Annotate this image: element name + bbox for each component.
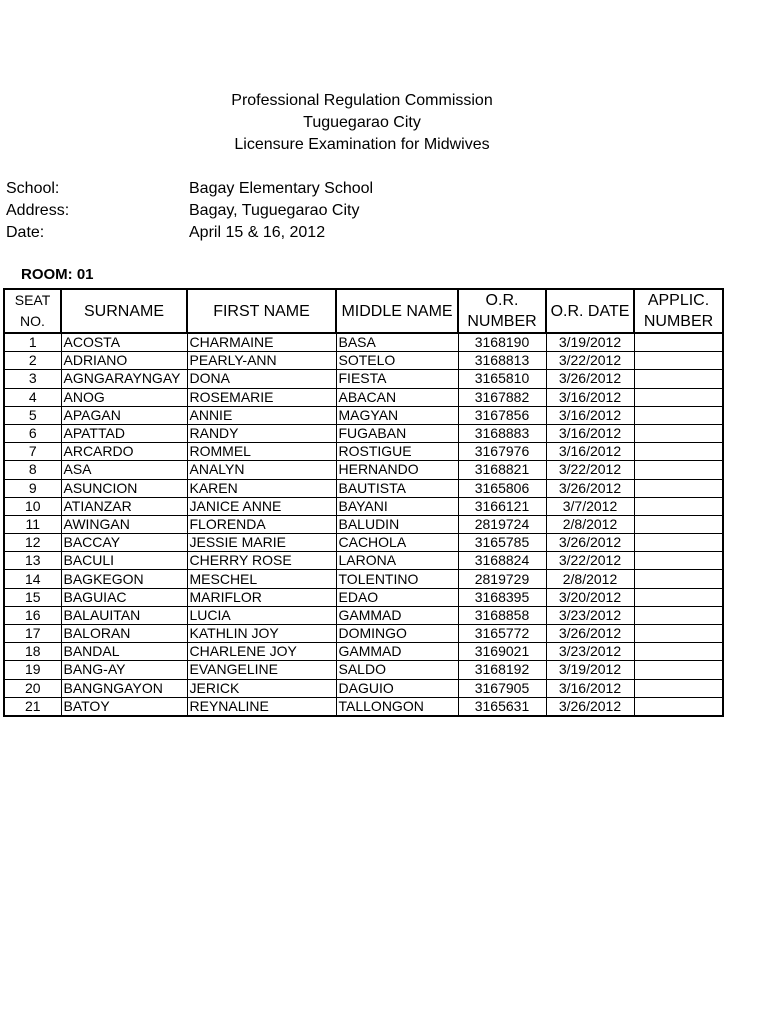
table-row: [4, 479, 723, 497]
column-header-applic-number: APPLIC. NUMBER: [634, 289, 723, 333]
middle-name-cell: ABACAN: [336, 388, 458, 406]
first-name-cell: KATHLIN JOY: [187, 625, 336, 643]
or-number-cell: 3168883: [458, 424, 546, 442]
middle-name-cell: SOTELO: [336, 352, 458, 370]
address-label: Address:: [6, 202, 70, 219]
or-date-cell: 3/22/2012: [546, 552, 634, 570]
table-row: [4, 370, 723, 388]
table-row: [4, 352, 723, 370]
surname-cell: BANGNGAYON: [61, 679, 187, 697]
or-number-cell: 3169021: [458, 643, 546, 661]
applic-number-cell: [634, 443, 723, 461]
applic-number-cell: [634, 479, 723, 497]
seat-no-cell: 21: [4, 697, 61, 716]
or-number-cell: 3165806: [458, 479, 546, 497]
seat-no-cell: 10: [4, 497, 61, 515]
first-name-cell: MESCHEL: [187, 570, 336, 588]
table-row: [4, 588, 723, 606]
table-row: [4, 333, 723, 352]
middle-name-cell: MAGYAN: [336, 406, 458, 424]
applic-number-cell: [634, 388, 723, 406]
surname-cell: BACCAY: [61, 534, 187, 552]
table-row: [4, 406, 723, 424]
or-date-cell: 3/26/2012: [546, 697, 634, 716]
seat-no-cell: 13: [4, 552, 61, 570]
or-number-cell: 3168821: [458, 461, 546, 479]
surname-cell: APAGAN: [61, 406, 187, 424]
or-number-cell: 3168395: [458, 588, 546, 606]
first-name-cell: ANNIE: [187, 406, 336, 424]
first-name-cell: CHARMAINE: [187, 333, 336, 352]
seat-no-cell: 6: [4, 424, 61, 442]
first-name-cell: ROSEMARIE: [187, 388, 336, 406]
middle-name-cell: BASA: [336, 333, 458, 352]
applic-number-cell: [634, 697, 723, 716]
surname-cell: ADRIANO: [61, 352, 187, 370]
seat-no-cell: 11: [4, 515, 61, 533]
applic-number-cell: [634, 606, 723, 624]
or-date-cell: 3/26/2012: [546, 370, 634, 388]
middle-name-cell: DOMINGO: [336, 625, 458, 643]
seat-no-cell: 8: [4, 461, 61, 479]
middle-name-cell: DAGUIO: [336, 679, 458, 697]
seat-no-cell: 5: [4, 406, 61, 424]
seat-no-cell: 3: [4, 370, 61, 388]
applic-number-cell: [634, 424, 723, 442]
date-value: April 15 & 16, 2012: [189, 224, 326, 241]
or-date-cell: 3/20/2012: [546, 588, 634, 606]
applic-number-cell: [634, 643, 723, 661]
or-number-cell: 3167905: [458, 679, 546, 697]
document-subtitle: Licensure Examination for Midwives: [234, 136, 490, 153]
seat-no-cell: 4: [4, 388, 61, 406]
address-value: Bagay, Tuguegarao City: [189, 202, 360, 219]
surname-cell: BACULI: [61, 552, 187, 570]
school-value: Bagay Elementary School: [189, 180, 374, 197]
applic-number-cell: [634, 352, 723, 370]
middle-name-cell: TALLONGON: [336, 697, 458, 716]
table-row: [4, 388, 723, 406]
surname-cell: BAGUIAC: [61, 588, 187, 606]
or-date-cell: 3/16/2012: [546, 388, 634, 406]
school-label: School:: [6, 180, 60, 197]
first-name-cell: JERICK: [187, 679, 336, 697]
document-city: Tuguegarao City: [303, 114, 421, 131]
table-row: [4, 461, 723, 479]
surname-cell: BATOY: [61, 697, 187, 716]
first-name-cell: EVANGELINE: [187, 661, 336, 679]
first-name-cell: CHARLENE JOY: [187, 643, 336, 661]
surname-cell: BANDAL: [61, 643, 187, 661]
table-row: [4, 679, 723, 697]
or-number-cell: 3168192: [458, 661, 546, 679]
table-row: [4, 625, 723, 643]
or-date-cell: 3/19/2012: [546, 661, 634, 679]
applic-number-cell: [634, 588, 723, 606]
first-name-cell: FLORENDA: [187, 515, 336, 533]
roster-table: [3, 288, 724, 717]
table-row: [4, 661, 723, 679]
table-row: [4, 443, 723, 461]
middle-name-cell: GAMMAD: [336, 606, 458, 624]
seat-no-cell: 1: [4, 333, 61, 352]
room-number: 01: [76, 266, 94, 283]
table-row: [4, 515, 723, 533]
seat-no-cell: 19: [4, 661, 61, 679]
first-name-cell: ROMMEL: [187, 443, 336, 461]
applic-number-cell: [634, 534, 723, 552]
column-header-surname: SURNAME: [61, 289, 187, 333]
surname-cell: AWINGAN: [61, 515, 187, 533]
or-number-cell: 3165810: [458, 370, 546, 388]
room-label: ROOM:: [21, 266, 73, 283]
first-name-cell: KAREN: [187, 479, 336, 497]
table-row: [4, 534, 723, 552]
or-number-cell: 3168190: [458, 333, 546, 352]
or-number-cell: 3168813: [458, 352, 546, 370]
surname-cell: AGNGARAYNGAY: [61, 370, 187, 388]
middle-name-cell: BAYANI: [336, 497, 458, 515]
or-number-cell: 2819724: [458, 515, 546, 533]
column-header-first-name: FIRST NAME: [187, 289, 336, 333]
or-number-cell: 3167856: [458, 406, 546, 424]
or-date-cell: 3/23/2012: [546, 606, 634, 624]
or-date-cell: 3/16/2012: [546, 424, 634, 442]
table-header-row: [4, 289, 723, 333]
document-title: Professional Regulation Commission: [231, 92, 493, 109]
applic-number-cell: [634, 679, 723, 697]
or-number-cell: 3165631: [458, 697, 546, 716]
first-name-cell: PEARLY-ANN: [187, 352, 336, 370]
middle-name-cell: CACHOLA: [336, 534, 458, 552]
or-number-cell: 3166121: [458, 497, 546, 515]
or-number-cell: 2819729: [458, 570, 546, 588]
seat-no-cell: 7: [4, 443, 61, 461]
table-row: [4, 424, 723, 442]
applic-number-cell: [634, 515, 723, 533]
first-name-cell: LUCIA: [187, 606, 336, 624]
first-name-cell: CHERRY ROSE: [187, 552, 336, 570]
middle-name-cell: BALUDIN: [336, 515, 458, 533]
seat-no-cell: 12: [4, 534, 61, 552]
applic-number-cell: [634, 570, 723, 588]
applic-number-cell: [634, 461, 723, 479]
seat-no-cell: 9: [4, 479, 61, 497]
or-number-cell: 3165772: [458, 625, 546, 643]
first-name-cell: REYNALINE: [187, 697, 336, 716]
column-header-seat-no: SEAT NO.: [4, 289, 61, 333]
applic-number-cell: [634, 552, 723, 570]
middle-name-cell: BAUTISTA: [336, 479, 458, 497]
seat-no-cell: 15: [4, 588, 61, 606]
surname-cell: ASA: [61, 461, 187, 479]
or-date-cell: 3/7/2012: [546, 497, 634, 515]
surname-cell: ANOG: [61, 388, 187, 406]
first-name-cell: MARIFLOR: [187, 588, 336, 606]
table-row: [4, 552, 723, 570]
or-number-cell: 3168858: [458, 606, 546, 624]
or-date-cell: 3/22/2012: [546, 461, 634, 479]
table-row: [4, 697, 723, 716]
or-date-cell: 3/16/2012: [546, 679, 634, 697]
seat-no-cell: 18: [4, 643, 61, 661]
date-label: Date:: [6, 224, 45, 241]
column-header-or-date: O.R. DATE: [546, 289, 634, 333]
column-header-or-number: O.R. NUMBER: [458, 289, 546, 333]
applic-number-cell: [634, 370, 723, 388]
table-row: [4, 606, 723, 624]
roster-body: [4, 333, 723, 716]
or-date-cell: 2/8/2012: [546, 515, 634, 533]
surname-cell: BANG-AY: [61, 661, 187, 679]
applic-number-cell: [634, 625, 723, 643]
seat-no-cell: 16: [4, 606, 61, 624]
first-name-cell: JESSIE MARIE: [187, 534, 336, 552]
middle-name-cell: LARONA: [336, 552, 458, 570]
or-date-cell: 3/16/2012: [546, 406, 634, 424]
or-number-cell: 3167976: [458, 443, 546, 461]
column-header-middle-name: MIDDLE NAME: [336, 289, 458, 333]
middle-name-cell: ROSTIGUE: [336, 443, 458, 461]
seat-no-cell: 20: [4, 679, 61, 697]
table-row: [4, 643, 723, 661]
middle-name-cell: TOLENTINO: [336, 570, 458, 588]
surname-cell: BALAUITAN: [61, 606, 187, 624]
or-number-cell: 3168824: [458, 552, 546, 570]
applic-number-cell: [634, 661, 723, 679]
surname-cell: ASUNCION: [61, 479, 187, 497]
surname-cell: BAGKEGON: [61, 570, 187, 588]
middle-name-cell: FUGABAN: [336, 424, 458, 442]
middle-name-cell: EDAO: [336, 588, 458, 606]
middle-name-cell: HERNANDO: [336, 461, 458, 479]
or-date-cell: 3/26/2012: [546, 534, 634, 552]
or-date-cell: 2/8/2012: [546, 570, 634, 588]
table-row: [4, 570, 723, 588]
or-number-cell: 3167882: [458, 388, 546, 406]
applic-number-cell: [634, 406, 723, 424]
seat-no-cell: 2: [4, 352, 61, 370]
or-date-cell: 3/22/2012: [546, 352, 634, 370]
first-name-cell: ANALYN: [187, 461, 336, 479]
surname-cell: ATIANZAR: [61, 497, 187, 515]
applic-number-cell: [634, 497, 723, 515]
surname-cell: ARCARDO: [61, 443, 187, 461]
or-number-cell: 3165785: [458, 534, 546, 552]
middle-name-cell: FIESTA: [336, 370, 458, 388]
or-date-cell: 3/26/2012: [546, 479, 634, 497]
middle-name-cell: GAMMAD: [336, 643, 458, 661]
middle-name-cell: SALDO: [336, 661, 458, 679]
surname-cell: ACOSTA: [61, 333, 187, 352]
first-name-cell: JANICE ANNE: [187, 497, 336, 515]
room-heading: [21, 266, 94, 283]
or-date-cell: 3/26/2012: [546, 625, 634, 643]
table-row: [4, 497, 723, 515]
seat-no-cell: 17: [4, 625, 61, 643]
surname-cell: BALORAN: [61, 625, 187, 643]
or-date-cell: 3/16/2012: [546, 443, 634, 461]
or-date-cell: 3/19/2012: [546, 333, 634, 352]
applic-number-cell: [634, 333, 723, 352]
or-date-cell: 3/23/2012: [546, 643, 634, 661]
first-name-cell: RANDY: [187, 424, 336, 442]
surname-cell: APATTAD: [61, 424, 187, 442]
seat-no-cell: 14: [4, 570, 61, 588]
first-name-cell: DONA: [187, 370, 336, 388]
